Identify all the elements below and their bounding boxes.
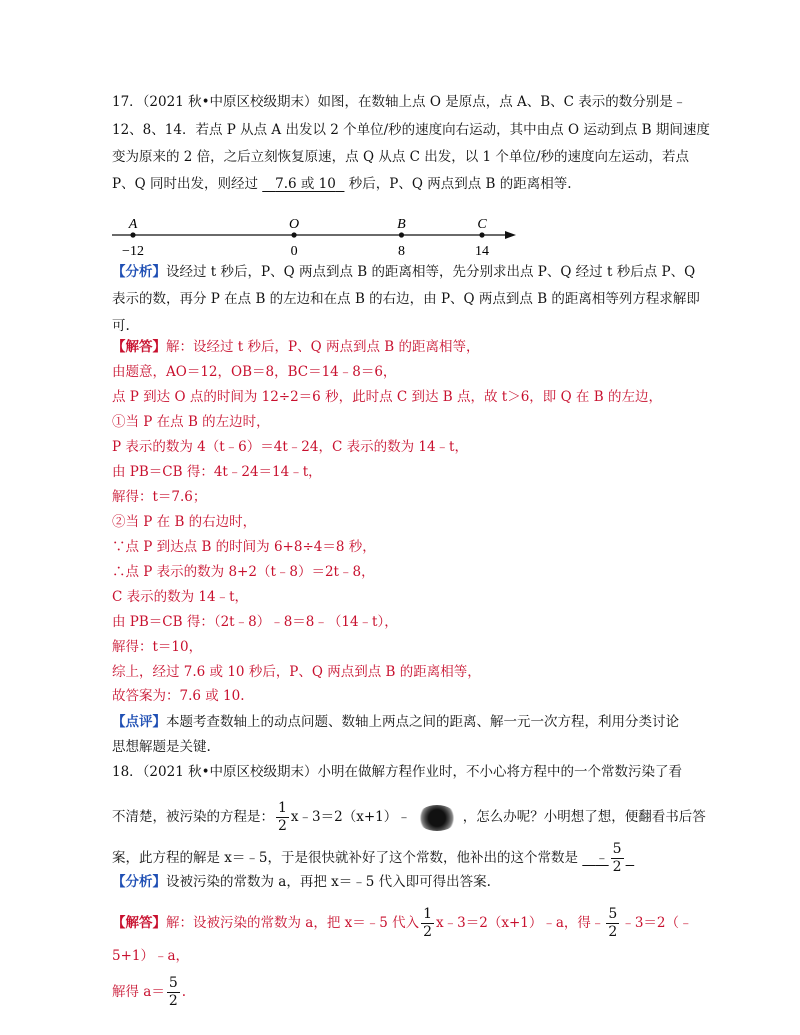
result-num: 5 <box>168 975 178 991</box>
solution-17-line-7: ②当 P 在 B 的右边时， <box>112 514 257 530</box>
half-den: 2 <box>423 924 433 940</box>
solution-17-line-6: 解得：t＝7.6； <box>112 489 207 505</box>
solution-18-equation: x﹣3＝2（x+1）﹣a，得﹣ <box>436 915 605 931</box>
solution-18-result-fraction <box>167 975 180 1010</box>
solution-17-line-11: 由 PB＝CB 得：（2t﹣8）﹣8＝8﹣（14﹣t）， <box>112 614 398 630</box>
solution-18-period: . <box>181 984 187 1000</box>
solution-17-line-1: 由题意，AO＝12，OB＝8，BC＝14﹣8＝6， <box>112 364 397 380</box>
fraction-denominator: 2 <box>278 818 287 834</box>
solution-17-line-13: 综上，经过 7.6 或 10 秒后，P、Q 两点到点 B 的距离相等， <box>112 664 481 680</box>
analysis-tag: 【分析】 <box>112 264 166 280</box>
solution-17-line-10: C 表示的数为 14﹣t， <box>112 589 249 605</box>
point-b-label: B <box>397 217 406 232</box>
point-b-value: 8 <box>397 244 405 259</box>
point-c-value: 14 <box>475 244 489 259</box>
solution-17-line-12: 解得：t＝10， <box>112 639 203 655</box>
comment-17-text-1: 本题考查数轴上的动点问题、数轴上两点之间的距离、解一元一次方程，利用分类讨论 <box>166 714 679 730</box>
q17-answer-blank <box>262 176 344 192</box>
solution-18-text-post: ﹣3＝2（﹣ <box>621 915 693 931</box>
point-o-value: 0 <box>290 244 298 259</box>
point-a-label: A <box>128 217 138 232</box>
analysis-17-text-1: 设经过 t 秒后，P、Q 两点到点 B 的距离相等，先分别求出点 P、Q 经过 t 秒后点 P、Q <box>166 264 696 280</box>
solution-17-line-4: P 表示的数为 4（t﹣6）＝4t﹣24，C 表示的数为 14﹣t， <box>112 439 468 455</box>
solution-tag: 【解答】 <box>112 339 166 355</box>
solution-17-line-14: 故答案为：7.6 或 10. <box>112 688 245 704</box>
number-line-arrow <box>505 231 516 239</box>
solution-17-line-9: ∴点 P 表示的数为 8+2（t﹣8）＝2t﹣8， <box>112 564 375 580</box>
point-a-value: −12 <box>122 244 144 259</box>
fraction-numerator: 1 <box>278 800 287 816</box>
q18-line-1: 18．（2021 秋•中原区校级期末）小明在做解方程作业时，不小心将方程中的一个常数污染了看 <box>112 764 683 780</box>
comment-17-line-2: 思想解题是关键. <box>112 739 211 755</box>
q17-line-1: 17．（2021 秋•中原区校级期末）如图，在数轴上点 O 是原点，点 A、B、C 表示的数分别是﹣ <box>112 94 687 110</box>
solution-18-text-pre: 解：设被污染的常数为 a，把 x＝﹣5 代入 <box>166 915 420 931</box>
q18-line-2 <box>112 797 706 837</box>
q18-line-2-post: ，怎么办呢？小明想了想，便翻看书后答 <box>462 809 706 825</box>
five-den: 2 <box>608 924 618 940</box>
analysis-18-tag: 【分析】 <box>112 874 166 890</box>
q17-line-4 <box>112 174 572 194</box>
q18-line-2-pre: 不清楚，被污染的方程是： <box>112 809 274 825</box>
point-c-dot <box>479 232 484 237</box>
answer-numerator: 5 <box>612 841 622 857</box>
analysis-18-line <box>112 872 491 892</box>
comment-tag: 【点评】 <box>112 714 166 730</box>
q17-line-3: 变为原来的 2 倍，之后立刻恢复原速，点 Q 从点 C 出发，以 1 个单位/秒的速度向左运动，若点 <box>112 149 689 165</box>
solution-18-fraction-five-halves <box>606 906 619 941</box>
q17-answer: 7.6 或 10 <box>275 176 336 192</box>
solution-17-line-8: ∵点 P 到达点 B 的时间为 6+8÷4＝8 秒， <box>112 539 376 555</box>
point-o-dot <box>291 232 296 237</box>
ink-smudge-image <box>417 805 457 831</box>
q17-line-4-post: 秒后，P、Q 两点到点 B 的距离相等. <box>348 176 572 192</box>
point-c-label: C <box>477 217 487 232</box>
solution-18-fraction-half <box>421 906 434 941</box>
solution-18-line-3 <box>112 972 186 1012</box>
half-num: 1 <box>423 906 433 922</box>
point-o-label: O <box>289 217 300 232</box>
analysis-17-line-2: 表示的数，再分 P 在点 B 的左边和在点 B 的右边，由 P、Q 两点到点 B 的距离相等列方程求解即 <box>112 291 700 307</box>
point-b-dot <box>399 232 404 237</box>
q18-line-3-pre: 案，此方程的解是 x＝﹣5，于是很快就补好了这个常数，他补出的这个常数是 <box>112 850 578 866</box>
analysis-17-line-1 <box>112 262 695 282</box>
solution-17-text-0: 解：设经过 t 秒后，P、Q 两点到点 B 的距离相等， <box>166 339 480 355</box>
analysis-18-text: 设被污染的常数为 a，再把 x＝﹣5 代入即可得出答案. <box>166 874 491 890</box>
q17-line-4-pre: P、Q 同时出发，则经过 <box>112 176 258 192</box>
comment-17-line-1 <box>112 712 679 732</box>
solution-18-line-3-pre: 解得 a＝ <box>112 984 165 1000</box>
q18-answer-fraction <box>611 841 624 876</box>
answer-denominator: 2 <box>612 859 622 875</box>
solution-18-tag: 【解答】 <box>112 915 166 931</box>
solution-17-line-3: ①当 P 在点 B 的左边时， <box>112 414 270 430</box>
q18-equation: x﹣3＝2（x+1）﹣ <box>290 809 411 825</box>
solution-18-line-2: 5+1）﹣a， <box>112 948 190 964</box>
q18-answer-sign: ﹣ <box>595 850 609 866</box>
q17-line-2: 12、8、14．若点 P 从点 A 出发以 2 个单位/秒的速度向右运动，其中由点 O 运动到点 B 期间速度 <box>112 122 710 138</box>
five-num: 5 <box>608 906 618 922</box>
q18-answer-blank <box>582 841 634 875</box>
solution-18-line-1 <box>112 903 693 943</box>
analysis-17-line-3: 可. <box>112 318 130 334</box>
solution-17-line-5: 由 PB＝CB 得：4t﹣24＝14﹣t， <box>112 464 322 480</box>
solution-17-line-0 <box>112 337 479 357</box>
point-a-dot <box>130 232 135 237</box>
solution-17-line-2: 点 P 到达 O 点的时间为 12÷2＝6 秒，此时点 C 到达 B 点，故 t＞6，即 Q 在 B 的左边， <box>112 389 662 405</box>
fraction-one-half <box>276 800 289 835</box>
result-den: 2 <box>168 993 178 1009</box>
